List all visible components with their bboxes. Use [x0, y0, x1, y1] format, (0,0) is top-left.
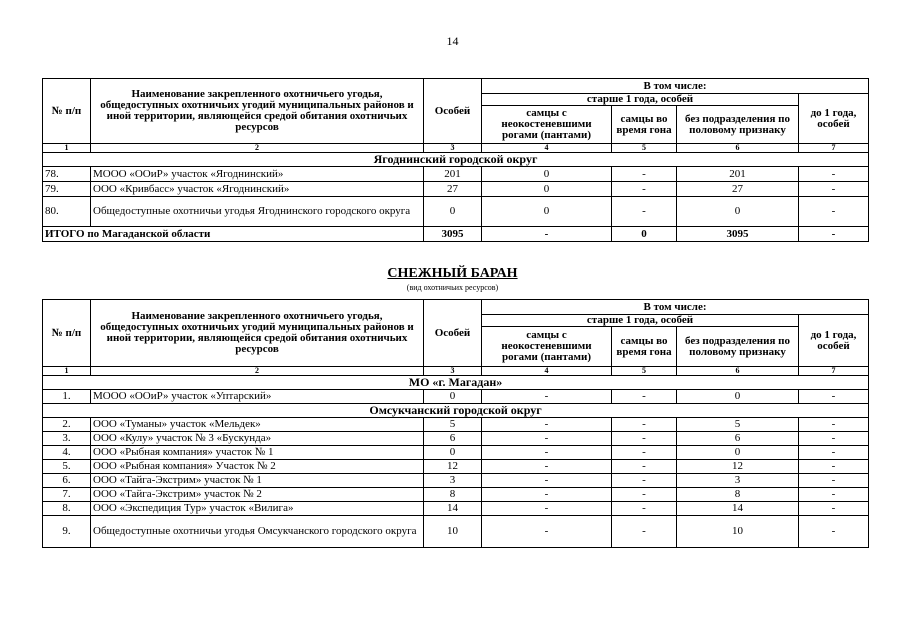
total-nosex: 3095: [677, 227, 799, 242]
table-row: [43, 432, 869, 446]
row-rut: -: [612, 167, 677, 182]
table-row: [43, 488, 869, 502]
row-males: -: [482, 474, 612, 488]
row-rut: -: [612, 474, 677, 488]
index-cell: 1: [43, 144, 91, 153]
row-young: -: [799, 502, 869, 516]
species-title: СНЕЖНЫЙ БАРАН: [387, 266, 518, 281]
row-name: Общедоступные охотничьи угодья Ягоднинского городского округа: [91, 197, 424, 227]
row-num: 6.: [43, 474, 91, 488]
row-nosex: 0: [677, 446, 799, 460]
header-num: № п/п: [43, 79, 91, 144]
row-males: 0: [482, 167, 612, 182]
row-name: МООО «ООиР» участок «Ягоднинский»: [91, 167, 424, 182]
header-males: самцы с неокостеневшими рогами (пантами): [482, 327, 612, 367]
row-young: -: [799, 474, 869, 488]
row-num: 3.: [43, 432, 91, 446]
row-rut: -: [612, 502, 677, 516]
header-including: В том числе:: [482, 300, 869, 315]
row-total: 14: [424, 502, 482, 516]
header-including: В том числе:: [482, 79, 869, 94]
row-total: 5: [424, 418, 482, 432]
row-name: ООО «Кулу» участок № 3 «Бускунда»: [91, 432, 424, 446]
row-nosex: 0: [677, 390, 799, 404]
row-nosex: 0: [677, 197, 799, 227]
species-heading: [0, 266, 905, 292]
header-name: Наименование закрепленного охотничьего угодья, общедоступных охотничьих угодий муниципальных районов и иной территории, являющейся средой обитания охотничьих ресурсов: [91, 79, 424, 144]
header-rut: самцы во время гона: [612, 106, 677, 144]
index-cell: 3: [424, 144, 482, 153]
header-young: до 1 года, особей: [799, 315, 869, 367]
row-num: 78.: [43, 167, 91, 182]
table-row: [43, 474, 869, 488]
row-num: 9.: [43, 516, 91, 548]
row-name: ООО «Кривбасс» участок «Ягоднинский»: [91, 182, 424, 197]
row-males: 0: [482, 182, 612, 197]
index-cell: 3: [424, 367, 482, 376]
header-total: Особей: [424, 300, 482, 367]
species-subtitle: (вид охотничьих ресурсов): [406, 283, 499, 292]
header-nosex: без подразделения по половому признаку: [677, 106, 799, 144]
row-total: 3: [424, 474, 482, 488]
row-young: -: [799, 488, 869, 502]
row-total: 27: [424, 182, 482, 197]
table-row: [43, 197, 869, 227]
row-rut: -: [612, 516, 677, 548]
row-name: ООО «Тайга-Экстрим» участок № 2: [91, 488, 424, 502]
index-cell: 6: [677, 144, 799, 153]
row-males: -: [482, 432, 612, 446]
row-rut: -: [612, 446, 677, 460]
row-nosex: 6: [677, 432, 799, 446]
row-rut: -: [612, 460, 677, 474]
row-name: МООО «ООиР» участок «Уптарский»: [91, 390, 424, 404]
row-nosex: 3: [677, 474, 799, 488]
row-name: Общедоступные охотничьи угодья Омсукчанского городского округа: [91, 516, 424, 548]
table-row: [43, 502, 869, 516]
index-cell: 5: [612, 367, 677, 376]
header-name: Наименование закрепленного охотничьего угодья, общедоступных охотничьих угодий муниципальных районов и иной территории, являющейся средой обитания охотничьих ресурсов: [91, 300, 424, 367]
index-cell: 2: [91, 144, 424, 153]
index-cell: 2: [91, 367, 424, 376]
table-snow-sheep: [42, 299, 869, 548]
table-row: [43, 418, 869, 432]
index-cell: 6: [677, 367, 799, 376]
table-ungulates-yagodnoye: [42, 78, 869, 242]
section-row: МО «г. Магадан»: [43, 376, 869, 390]
header-nosex: без подразделения по половому признаку: [677, 327, 799, 367]
row-young: -: [799, 460, 869, 474]
row-total: 10: [424, 516, 482, 548]
row-num: 7.: [43, 488, 91, 502]
row-num: 79.: [43, 182, 91, 197]
page-number: 14: [446, 34, 459, 48]
row-name: ООО «Рыбная компания» Участок № 2: [91, 460, 424, 474]
row-nosex: 10: [677, 516, 799, 548]
index-cell: 7: [799, 367, 869, 376]
row-num: 1.: [43, 390, 91, 404]
header-num: № п/п: [43, 300, 91, 367]
header-young: до 1 года, особей: [799, 94, 869, 144]
row-young: -: [799, 197, 869, 227]
row-total: 8: [424, 488, 482, 502]
row-young: -: [799, 432, 869, 446]
index-cell: 5: [612, 144, 677, 153]
row-num: 8.: [43, 502, 91, 516]
table-row: [43, 460, 869, 474]
index-cell: 1: [43, 367, 91, 376]
row-total: 0: [424, 390, 482, 404]
row-young: -: [799, 446, 869, 460]
row-nosex: 12: [677, 460, 799, 474]
total-row: [43, 227, 869, 242]
section-row: Ягоднинский городской округ: [43, 153, 869, 167]
table-row: [43, 390, 869, 404]
row-rut: -: [612, 418, 677, 432]
row-nosex: 8: [677, 488, 799, 502]
row-males: -: [482, 516, 612, 548]
row-name: ООО «Тайга-Экстрим» участок № 1: [91, 474, 424, 488]
row-rut: -: [612, 197, 677, 227]
row-nosex: 14: [677, 502, 799, 516]
row-young: -: [799, 418, 869, 432]
row-males: -: [482, 418, 612, 432]
row-num: 4.: [43, 446, 91, 460]
row-rut: -: [612, 390, 677, 404]
row-nosex: 5: [677, 418, 799, 432]
row-name: ООО «Экспедиция Тур» участок «Вилига»: [91, 502, 424, 516]
row-rut: -: [612, 432, 677, 446]
row-num: 5.: [43, 460, 91, 474]
total-rut: 0: [612, 227, 677, 242]
row-num: 2.: [43, 418, 91, 432]
header-males: самцы с неокостеневшими рогами (пантами): [482, 106, 612, 144]
row-young: -: [799, 390, 869, 404]
row-total: 0: [424, 197, 482, 227]
row-young: -: [799, 516, 869, 548]
table-row: [43, 167, 869, 182]
header-rut: самцы во время гона: [612, 327, 677, 367]
header-older: старше 1 года, особей: [482, 94, 799, 106]
row-rut: -: [612, 488, 677, 502]
total-young: -: [799, 227, 869, 242]
table-row: [43, 516, 869, 548]
header-total: Особей: [424, 79, 482, 144]
row-nosex: 27: [677, 182, 799, 197]
table-row: [43, 446, 869, 460]
row-males: -: [482, 390, 612, 404]
row-males: -: [482, 488, 612, 502]
row-name: ООО «Рыбная компания» участок № 1: [91, 446, 424, 460]
row-males: 0: [482, 197, 612, 227]
table-row: [43, 182, 869, 197]
row-males: -: [482, 502, 612, 516]
row-nosex: 201: [677, 167, 799, 182]
row-young: -: [799, 167, 869, 182]
row-young: -: [799, 182, 869, 197]
header-older: старше 1 года, особей: [482, 315, 799, 327]
total-label: ИТОГО по Магаданской области: [43, 227, 424, 242]
index-cell: 4: [482, 144, 612, 153]
row-males: -: [482, 460, 612, 474]
total-total: 3095: [424, 227, 482, 242]
row-total: 0: [424, 446, 482, 460]
total-males: -: [482, 227, 612, 242]
row-rut: -: [612, 182, 677, 197]
row-num: 80.: [43, 197, 91, 227]
row-males: -: [482, 446, 612, 460]
row-total: 201: [424, 167, 482, 182]
section-row: Омсукчанский городской округ: [43, 404, 869, 418]
index-cell: 7: [799, 144, 869, 153]
row-name: ООО «Туманы» участок «Мельдек»: [91, 418, 424, 432]
row-total: 6: [424, 432, 482, 446]
index-cell: 4: [482, 367, 612, 376]
row-total: 12: [424, 460, 482, 474]
